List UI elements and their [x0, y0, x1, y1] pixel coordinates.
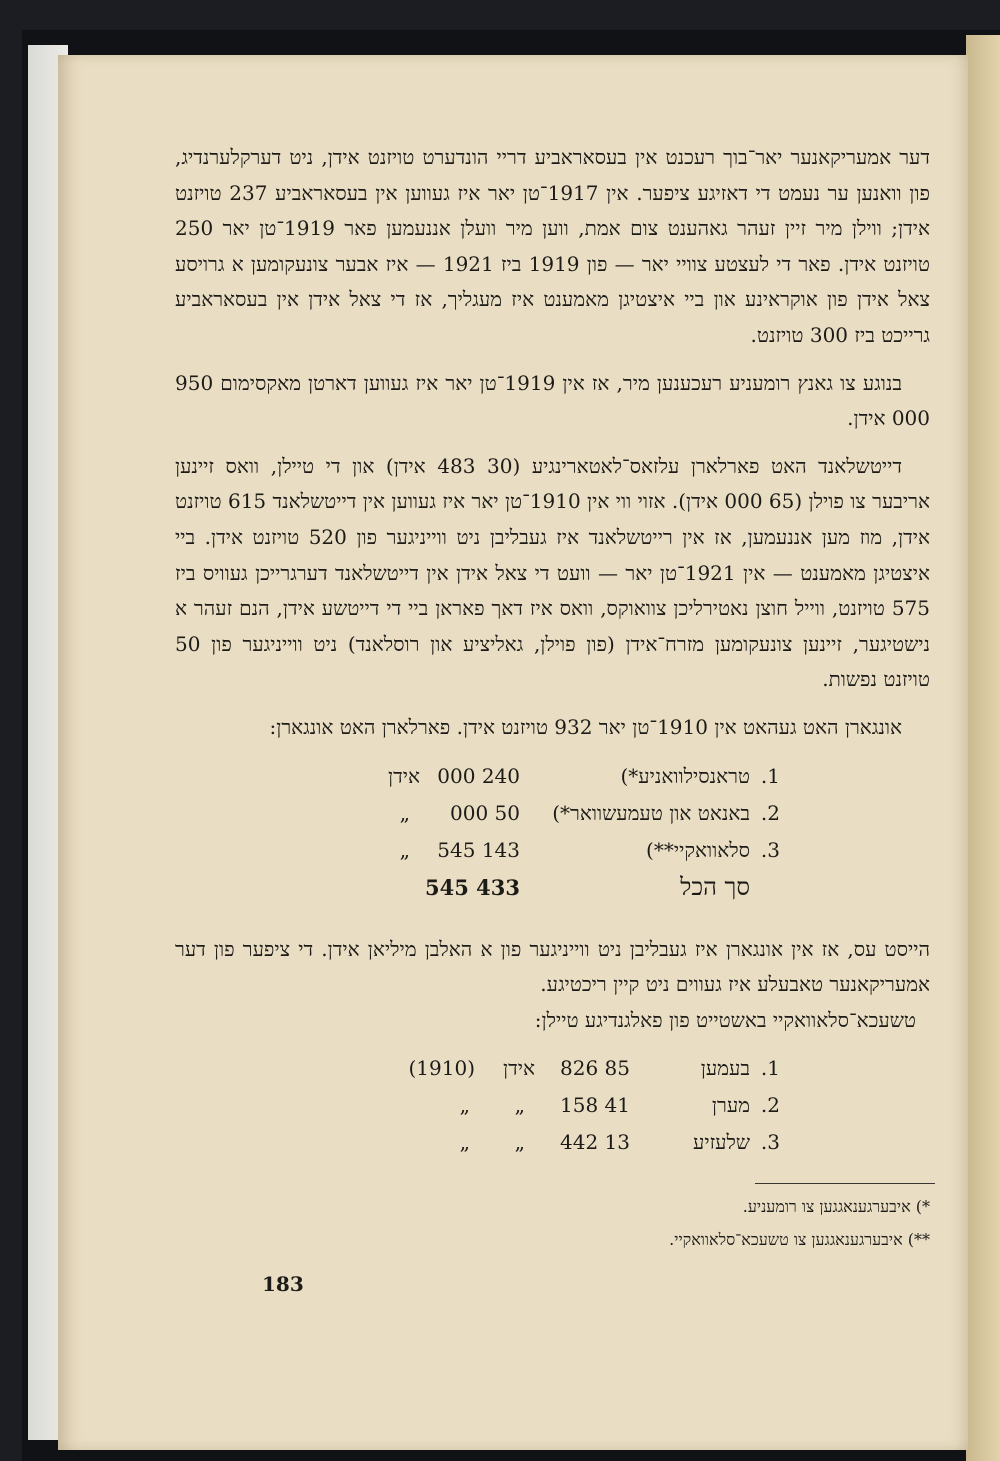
row-number: 1. [760, 1056, 780, 1081]
table-row [175, 832, 930, 869]
paragraph-6: טשעכא־סלאוואקיי באשטייט פון פאלגנדיגע טיילן: [534, 1007, 916, 1032]
table-row [175, 1087, 930, 1124]
row-unit: אידן [388, 763, 420, 788]
row-number: 2. [760, 1093, 780, 1118]
row-value: 50 000 [450, 800, 520, 825]
row-unit: „ [399, 800, 410, 825]
body-text [175, 140, 930, 1170]
row-name: מערן [711, 1093, 750, 1118]
row-number: 3. [760, 1130, 780, 1155]
row-name: שלעזיע [693, 1130, 750, 1155]
paragraph-5: הייסט עס, אז אין אונגארן איז געבליבן ניט ווייניגער פון א האלבן מיליאן אידן. די ציפער פון דער אמעריקאנער טאבעלע איז געווים ניט קיין ריכטיגע. [175, 936, 930, 997]
row-value: 143 545 [437, 837, 520, 862]
table-row [175, 795, 930, 832]
row-value: 41 158 [560, 1093, 630, 1118]
table-row [175, 1050, 930, 1087]
row-value: 13 442 [560, 1130, 630, 1155]
table-total-row [175, 869, 930, 906]
paragraph-3: דייטשלאנד האט פארלארן עלזאס־לאטארינגיע (30 483 אידן) און די טיילן, וואס זיינען אריבער צו פוילן (65 000 אידן). אזוי ווי אין 1910־טן יאר איז געווען אין דייטשלאנד 615 טויזנט אידן, מוז מען אננעמען, אז אין רייטשלאנד איז געבליבן ניט ווייניגער פון 520 טויזנט אידן. ביי איצטיגן מאמענט — אין 1921־טן יאר — וועט די צאל אידן אין דייטשלאנד דערגרייכן געוויס ביז 575 טויזנט, ווייל חוצן נאטירליכן צוואוקס, וואס איז דאך פאראן ביי די דייטשע אידן, הנם זעהר א נישטיגער, זיינען צונעקומען מזרח־אידן (פון פוילן, גאליציע און רוסלאנד) ניט ווייניגער פון 50 טויזנט נפשות. [175, 453, 930, 692]
row-name: טראנסילוואניע*) [620, 763, 750, 788]
row-unit: „ [514, 1093, 525, 1118]
footnote-2: **) איבערגענאגגען צו טשעכא־סלאוואקיי. [669, 1230, 930, 1249]
hungary-losses-table [175, 758, 930, 918]
table-row [175, 758, 930, 795]
row-unit: „ [399, 837, 410, 862]
table-row [175, 1124, 930, 1161]
facing-page-edge [966, 35, 1000, 1461]
total-label: סך הכל [680, 872, 750, 901]
row-name: סלאוואקיי**) [646, 837, 750, 862]
total-value: 433 545 [425, 874, 520, 900]
row-value: 240 000 [437, 763, 520, 788]
row-name: באנאט און טעמעשוואר*) [552, 800, 750, 825]
czechoslovakia-table [175, 1050, 930, 1170]
row-value: 85 826 [560, 1056, 630, 1081]
paragraph-1: דער אמעריקאנער יאר־בוך רעכנט אין בעסאראביע דריי הונדערט טויזנט אידן, ניט דערקלערנדיג, פון וואנען ער נעמט די דאזיגע ציפער. אין 1917־טן יאר איז געווען אין בעסאראביע 237 טויזנט אידן; ווילן מיר זיין זעהר גאהענט צום אמת, ווען מיר וועלן אננעמען פאר 1919־טן יאר 250 טויזנט אידן. פאר די לעצטע צוויי יאר — פון 1919 ביז 1921 — איז אבער צונעקומען א גרויסע צאל אידן פון אוקראינע און ביי איצטיגן מאמענט איז מעגליך, אז די צאל אידן אין בעסאראביע גרייכט ביז 300 טויזנט. [175, 145, 930, 347]
paragraph-4: אונגארן האט געהאט אין 1910־טן יאר 932 טויזנט אידן. פארלארן האט אונגארן: [269, 714, 902, 739]
row-year: „ [459, 1093, 470, 1118]
footnote-divider [755, 1183, 935, 1184]
row-unit: „ [514, 1130, 525, 1155]
row-unit: אידן [503, 1056, 535, 1081]
row-number: 1. [760, 763, 780, 788]
page-number: 183 [262, 1272, 304, 1296]
row-name: בעמען [700, 1056, 750, 1081]
paragraph-2: בנוגע צו גאנץ רומעניע רעכענען מיר, אז אין 1919־טן יאר איז געווען דארטן מאקסימום 950 000 אידן. [175, 370, 930, 431]
row-year: (1910) [408, 1056, 475, 1081]
row-number: 2. [760, 800, 780, 825]
row-number: 3. [760, 837, 780, 862]
footnote-1: *) איבערגענאגגען צו רומעניע. [742, 1197, 930, 1216]
row-year: „ [459, 1130, 470, 1155]
